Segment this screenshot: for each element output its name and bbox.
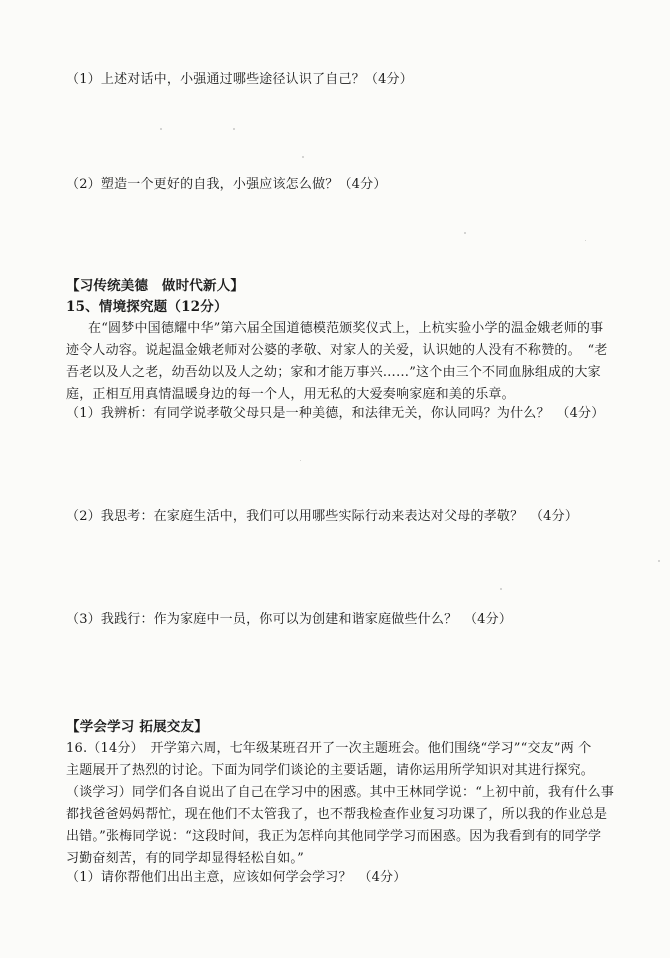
- q16-passage-line: 习勤奋刻苦，有的同学却显得轻松自如。”: [66, 851, 304, 866]
- scan-speck: [585, 240, 586, 241]
- q16-passage-line: 都找爸爸妈妈帮忙，现在他们不太管我了，也不帮我检查作业复习功课了，所以我的作业总是: [66, 807, 608, 822]
- scan-speck: [300, 460, 301, 461]
- q14-sub1: （1）上述对话中，小强通过哪些途径认识了自己？（4分）: [66, 72, 413, 87]
- q14-sub2: （2）塑造一个更好的自我，小强应该怎么做？（4分）: [66, 177, 387, 192]
- scan-speck: [302, 156, 304, 158]
- q15-sub1: （1）我辨析：有同学说孝敬父母只是一种美德，和法律无关，你认同吗？为什么？ （4分）: [66, 406, 605, 421]
- question-15-title: 15、情境探究题（12分）: [66, 299, 228, 315]
- scan-speck: [464, 232, 466, 234]
- scan-speck: [658, 560, 660, 562]
- q16-passage-line: 16.（14分） 开学第六周，七年级某班召开了一次主题班会。他们围绕“学习”“交友”两 个: [66, 741, 592, 756]
- scan-speck: [160, 128, 162, 130]
- section-heading-tradition: 【习传统美德 做时代新人】: [66, 278, 245, 294]
- q16-passage-line: （谈学习）同学们各自说出了自己在学习中的困惑。其中王林同学说：“上初中前，我有什么事: [66, 785, 615, 800]
- q15-sub2: （2）我思考：在家庭生活中，我们可以用哪些实际行动来表达对父母的孝敬？ （4分）: [66, 509, 579, 524]
- q15-passage-line: 在“圆梦中国德耀中华”第六届全国道德模范颁奖仪式上，上杭实验小学的温金娥老师的事: [88, 321, 604, 336]
- scan-speck: [500, 588, 502, 590]
- q16-passage-line: 出错。”张梅同学说：“这段时间，我正为怎样向其他同学学习而困惑。因为我看到有的同学学: [66, 829, 602, 844]
- q15-passage-line: 庭，正相互用真情温暖身边的每一个人，用无私的大爱奏响家庭和美的乐章。: [66, 387, 515, 402]
- q15-sub3: （3）我践行：作为家庭中一员，你可以为创建和谐家庭做些什么？ （4分）: [66, 612, 513, 627]
- q15-passage-line: 迹令人动容。说起温金娥老师对公婆的孝敬、对家人的关爱，认识她的人没有不称赞的。 “老: [66, 343, 608, 358]
- q16-passage-line: 主题展开了热烈的讨论。下面为同学们谈论的主要话题，请你运用所学知识对其进行探究。: [66, 763, 595, 778]
- q16-sub1: （1）请你帮他们出出主意，应该如何学会学习？ （4分）: [66, 870, 407, 885]
- section-heading-learning: 【学会学习 拓展交友】: [66, 719, 208, 735]
- q15-passage-line: 吾老以及人之老，幼吾幼以及人之幼；家和才能万事兴……”这个由三个不同血脉组成的大家: [66, 365, 601, 380]
- scan-speck: [233, 128, 235, 130]
